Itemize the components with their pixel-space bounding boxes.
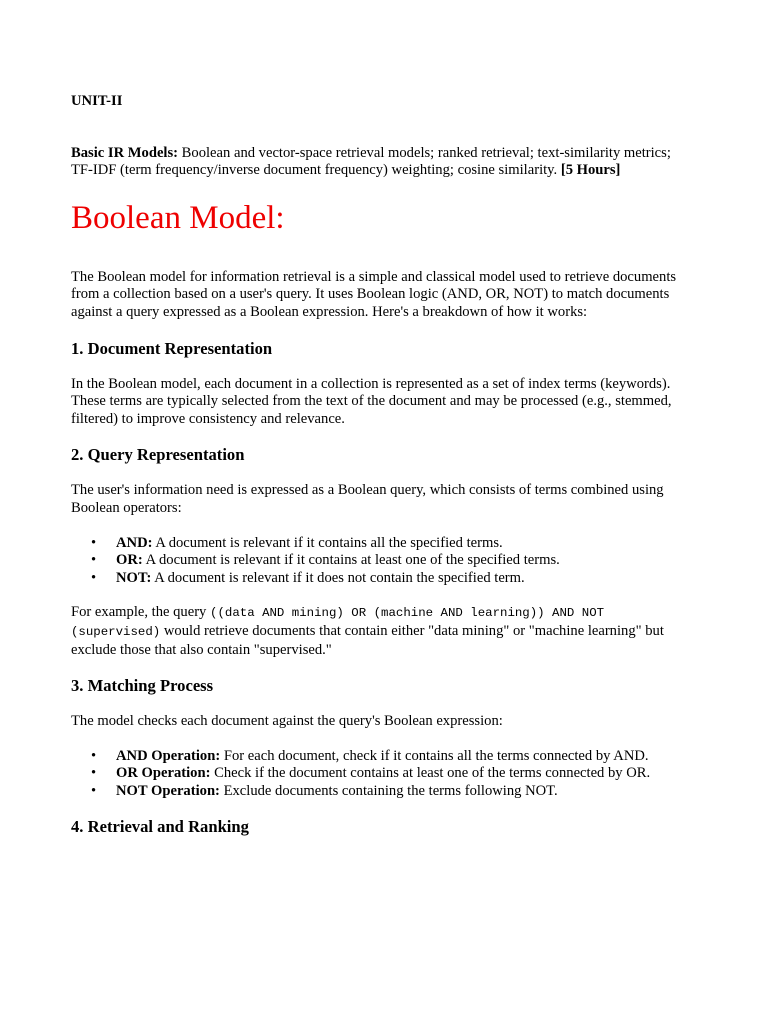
syllabus-paragraph bbox=[71, 145, 678, 180]
section-heading-matching-process: 3. Matching Process bbox=[71, 676, 214, 696]
section-heading-retrieval-and-ranking: 4. Retrieval and Ranking bbox=[71, 817, 249, 837]
syllabus-hours: [5 Hours] bbox=[560, 162, 621, 179]
list-item-desc: For each document, check if it contains all the terms connected by AND. bbox=[220, 747, 649, 764]
section-heading-query-representation: 2. Query Representation bbox=[71, 445, 245, 465]
list-item-desc: Check if the document contains at least one of the terms connected by OR. bbox=[210, 765, 651, 782]
bullet-icon: • bbox=[91, 569, 97, 586]
list-item-desc: A document is relevant if it contains all the specified terms. bbox=[152, 534, 503, 551]
page-title: Boolean Model: bbox=[71, 199, 285, 236]
list-item-term: NOT: bbox=[116, 569, 152, 586]
example-prefix: For example, the query bbox=[71, 604, 211, 621]
list-item-term: OR: bbox=[116, 552, 143, 569]
section-text-document-representation: In the Boolean model, each document in a collection is represented as a set of index terms (keywords). These terms are typically selected from the text of the document and may be processed (e.g., stemmed, filtered) to improve consistency and relevance. bbox=[71, 375, 672, 427]
bullet-icon: • bbox=[91, 765, 97, 782]
bullet-icon: • bbox=[91, 552, 97, 569]
list-item-desc: A document is relevant if it contains at least one of the specified terms. bbox=[142, 552, 560, 569]
list-item-desc: A document is relevant if it does not contain the specified term. bbox=[151, 569, 525, 586]
list-item bbox=[91, 569, 678, 588]
list-item bbox=[91, 765, 678, 783]
list-item bbox=[91, 552, 678, 570]
bullet-icon: • bbox=[91, 534, 97, 551]
example-paragraph bbox=[71, 604, 678, 659]
list-item bbox=[91, 782, 678, 801]
list-item bbox=[91, 534, 678, 553]
list-item-term: AND: bbox=[116, 534, 153, 551]
example-query-code: ((data AND mining) OR (machine AND learning)) AND NOT (supervised) bbox=[71, 606, 605, 639]
list-item-term: NOT Operation: bbox=[116, 782, 220, 799]
syllabus-text: Boolean and vector-space retrieval models; ranked retrieval; text-similarity metrics; TF-IDF (term frequency/inverse document frequency) weighting; cosine similarity. bbox=[71, 144, 671, 179]
list-item bbox=[91, 747, 678, 766]
unit-heading: UNIT-II bbox=[71, 93, 123, 109]
bullet-icon: • bbox=[91, 782, 97, 799]
example-suffix: would retrieve documents that contain either "data mining" or "machine learning" but exclude those that also contain "supervised." bbox=[71, 622, 664, 658]
syllabus-label: Basic IR Models: bbox=[71, 144, 179, 161]
operator-list bbox=[71, 535, 678, 588]
list-item-desc: Exclude documents containing the terms following NOT. bbox=[219, 782, 558, 799]
section-heading-document-representation: 1. Document Representation bbox=[71, 338, 273, 358]
intro-paragraph: The Boolean model for information retrieval is a simple and classical model used to retrieve documents from a collection based on a user's query. It uses Boolean logic (AND, OR, NOT) to match documents against a query expressed as a Boolean expression. Here's a breakdown of how it works: bbox=[71, 268, 677, 320]
section-text-query-representation: The user's information need is expressed as a Boolean query, which consists of terms combined using Boolean operators: bbox=[71, 482, 664, 516]
list-item-term: AND Operation: bbox=[116, 747, 221, 764]
operation-list bbox=[71, 748, 678, 801]
list-item-term: OR Operation: bbox=[116, 765, 211, 782]
section-text-matching-process: The model checks each document against the query's Boolean expression: bbox=[71, 713, 503, 730]
bullet-icon: • bbox=[91, 747, 97, 764]
